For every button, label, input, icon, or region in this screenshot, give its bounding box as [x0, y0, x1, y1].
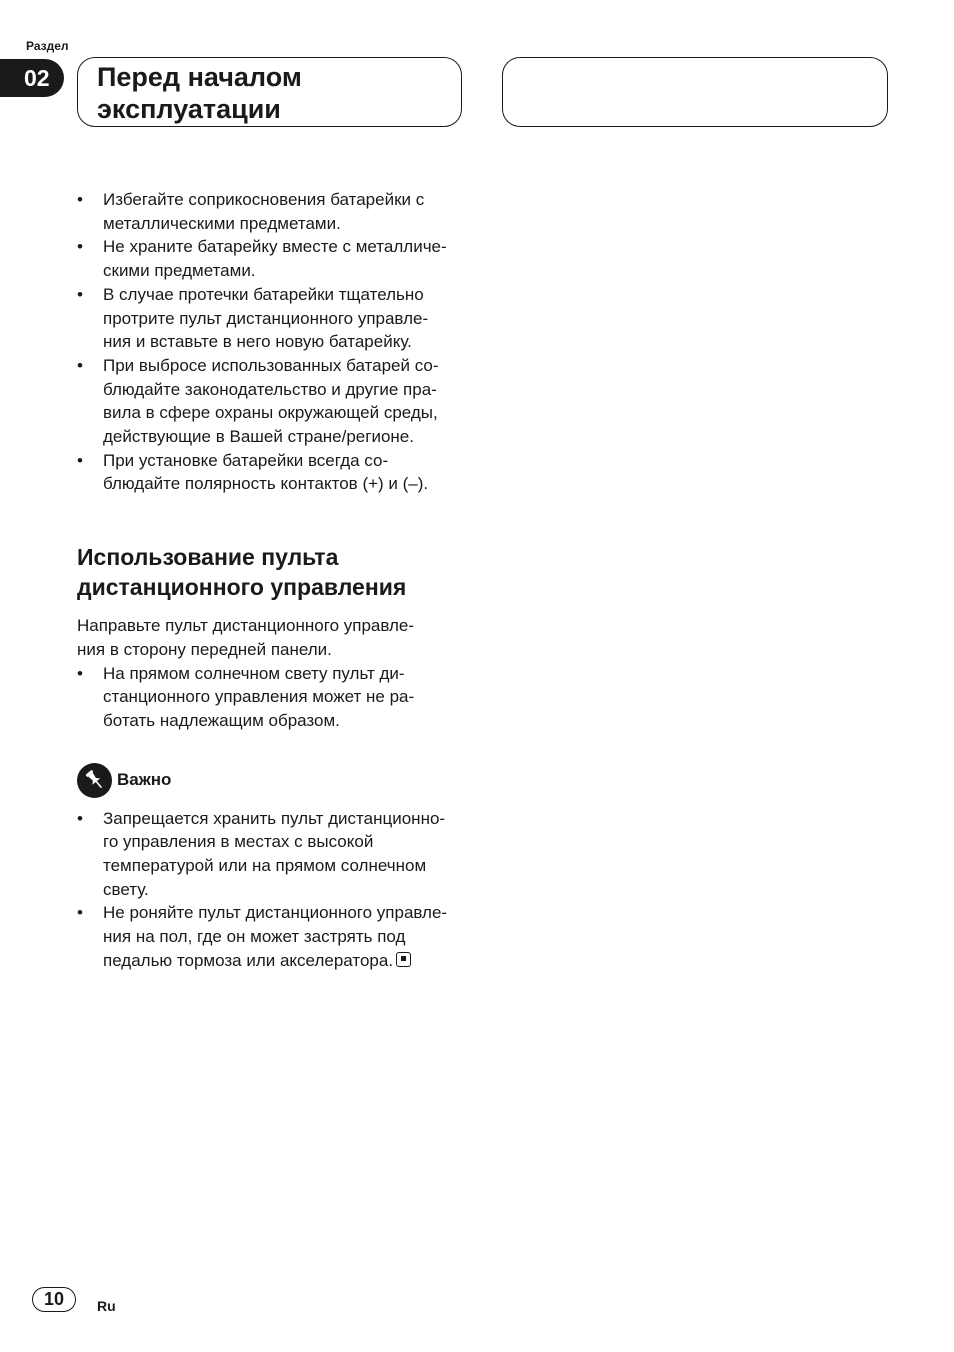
usage-intro: Направьте пульт дистанционного управле- ния в сторону передней панели.	[77, 616, 415, 659]
language-code: Ru	[97, 1298, 116, 1314]
list-item: • На прямом солнечном свету пульт ди- станционного управления может не ра- ботать надлежащим образом.	[77, 662, 469, 733]
list-item: • В случае протечки батарейки тщательно протрите пульт дистанционного управле- ния и вставьте в него новую батарейку.	[77, 283, 469, 354]
usage-heading-line1: Использование пульта	[77, 544, 339, 571]
list-item: • При установке батарейки всегда со- блюдайте полярность контактов (+) и (–).	[77, 449, 469, 496]
chapter-title-line2: эксплуатации	[97, 94, 281, 124]
empty-header-box	[502, 57, 888, 127]
chapter-title-box	[77, 57, 462, 127]
list-item: • При выбросе использованных батарей со- блюдайте законодательство и другие пра- вила в сфере охраны окружающей среды, действующие в Вашей стране/регионе.	[77, 354, 469, 449]
list-item: • Не роняйте пульт дистанционного управле- ния на пол, где он может застрять под педалью тормоза или акселератора.	[77, 901, 469, 972]
battery-precautions-list	[77, 188, 469, 496]
main-column	[77, 188, 469, 973]
usage-section-heading	[77, 542, 469, 602]
section-number-tab: 02	[0, 59, 64, 97]
important-bullets	[77, 807, 469, 973]
section-label: Раздел	[26, 39, 69, 53]
list-item: • Избегайте соприкосновения батарейки с металлическими предметами.	[77, 188, 469, 235]
important-notice	[77, 763, 469, 798]
pushpin-icon	[77, 763, 112, 798]
important-label: Важно	[117, 770, 172, 790]
end-of-section-icon	[396, 952, 411, 967]
chapter-title	[97, 61, 461, 125]
page-number: 10	[32, 1287, 76, 1312]
usage-heading-line2: дистанционного управления	[77, 574, 407, 601]
chapter-title-line1: Перед началом	[97, 62, 302, 92]
usage-bullets	[77, 662, 469, 733]
list-item: • Не храните батарейку вместе с металличе- скими предметами.	[77, 235, 469, 282]
list-item: • Запрещается хранить пульт дистанционно- го управления в местах с высокой температурой или на прямом солнечном свету.	[77, 807, 469, 902]
